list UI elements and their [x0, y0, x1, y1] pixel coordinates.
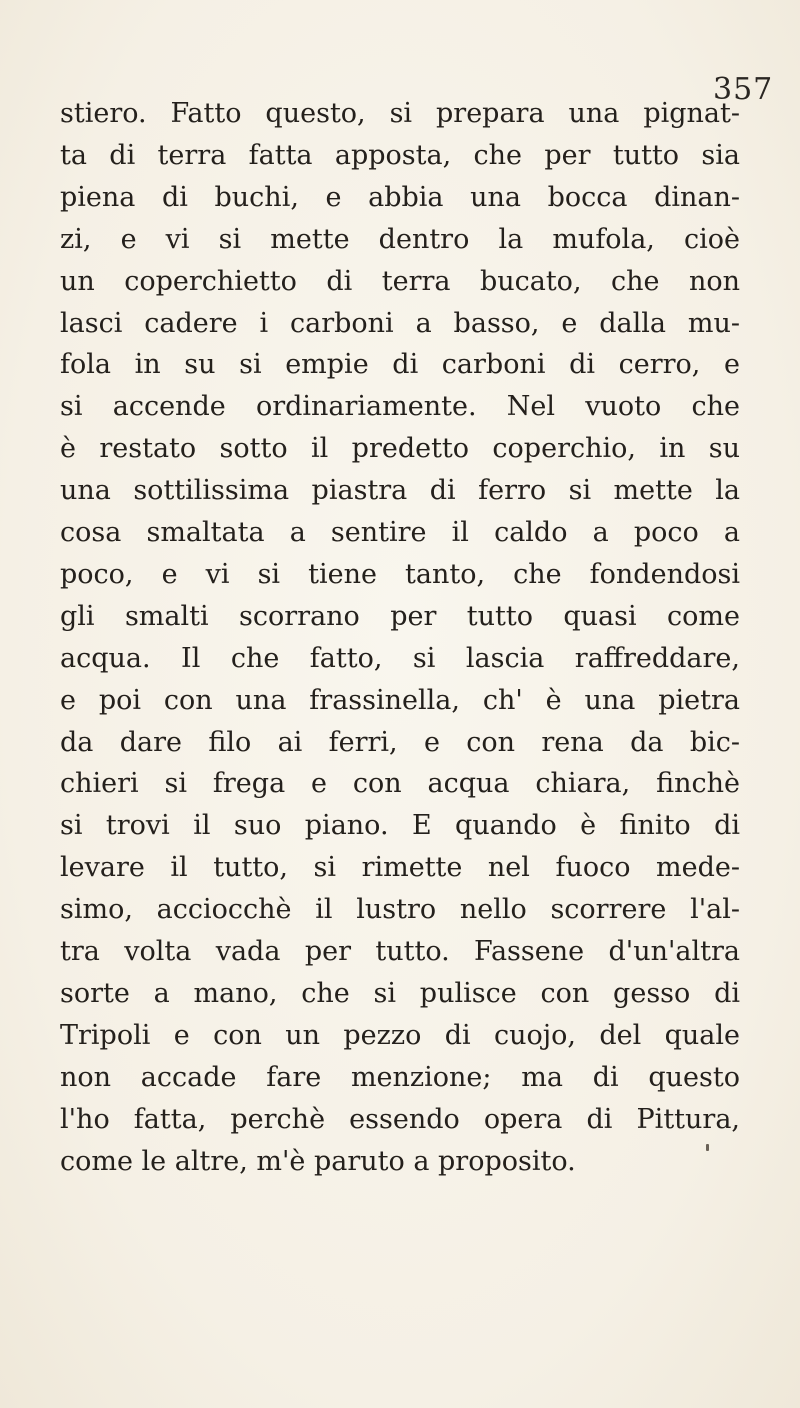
text-line: chieri si frega e con acqua chiara, finchè: [60, 768, 740, 800]
text-line: ta di terra fatta apposta, che per tutto sia: [60, 139, 740, 171]
text-line: l'ho fatta, perchè essendo opera di Pittura,: [60, 1103, 740, 1135]
page-number: 357: [713, 72, 774, 107]
text-line: piena di buchi, e abbia una bocca dinan-: [60, 181, 740, 213]
text-line: poco, e vi si tiene tanto, che fondendosi: [60, 558, 740, 590]
text-line: simo, acciocchè il lustro nello scorrere l'al-: [60, 894, 740, 926]
text-line: si accende ordinariamente. Nel vuoto che: [60, 391, 740, 423]
text-line: Tripoli e con un pezzo di cuojo, del quale: [60, 1019, 740, 1051]
text-line: da dare filo ai ferri, e con rena da bic-: [60, 726, 740, 758]
text-line: un coperchietto di terra bucato, che non: [60, 265, 740, 297]
text-line: levare il tutto, si rimette nel fuoco mede-: [60, 852, 740, 884]
text-line: cosa smaltata a sentire il caldo a poco a: [60, 517, 740, 548]
text-line: fola in su si empie di carboni di cerro, e: [60, 349, 740, 381]
text-line: gli smalti scorrano per tutto quasi come: [60, 600, 740, 632]
text-line: non accade fare menzione; ma di questo: [60, 1061, 740, 1093]
text-line: zi, e vi si mette dentro la mufola, cioè: [60, 223, 740, 255]
text-line: una sottilissima piastra di ferro si mette la: [60, 475, 740, 507]
text-line: acqua. Il che fatto, si lascia raffreddare,: [60, 642, 740, 674]
text-line: e poi con una frassinella, ch' è una pietra: [60, 684, 740, 716]
text-line: tra volta vada per tutto. Fassene d'un'altra: [60, 936, 740, 967]
text-line: come le altre, m'è paruto a proposito.: [60, 1145, 576, 1177]
text-line: lasci cadere i carboni a basso, e dalla mu-: [60, 307, 740, 339]
text-line: si trovi il suo piano. E quando è finito di: [60, 810, 740, 842]
text-line: sorte a mano, che si pulisce con gesso di: [60, 977, 740, 1009]
text-line: è restato sotto il predetto coperchio, in su: [60, 433, 740, 465]
text-line: stiero. Fatto questo, si prepara una pignat-: [60, 98, 740, 129]
ink-speck: [706, 1144, 709, 1151]
